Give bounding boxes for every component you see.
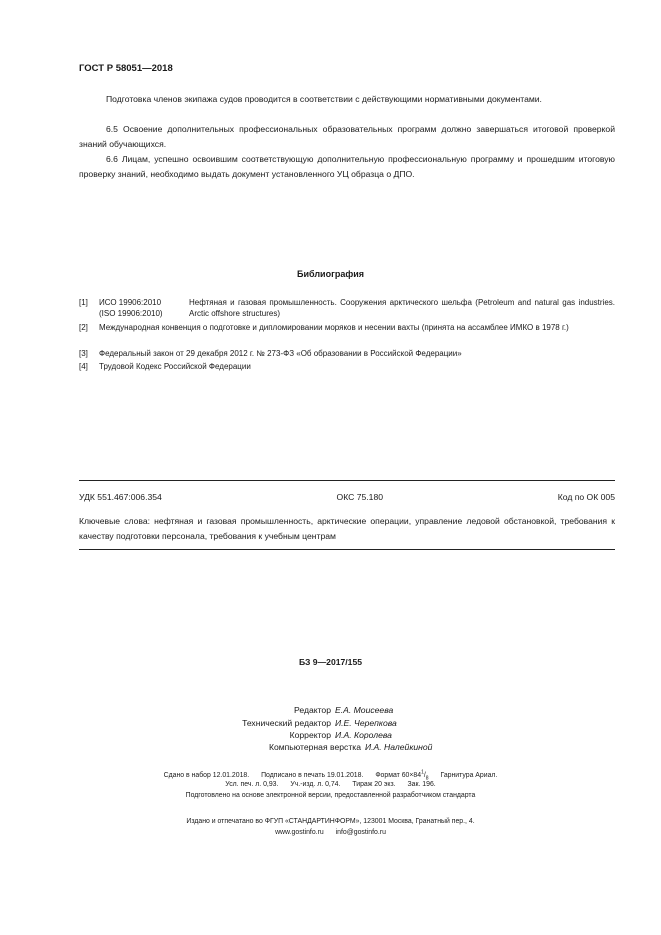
bibliography-title: Библиография	[297, 269, 364, 279]
imprint-signed: Подписано в печать 19.01.2018.	[261, 772, 364, 780]
credit-label: Редактор	[294, 705, 331, 715]
bibliography-iso-code-en: (ISO 19906:2010)	[99, 309, 163, 318]
credit-label: Технический редактор	[242, 718, 331, 728]
bibliography-iso-code: ИСО 19906:2010	[99, 298, 162, 307]
credit-name: И.Е. Черепкова	[335, 718, 397, 728]
credit-name: И.А. Налейкиной	[365, 742, 433, 752]
imprint-contacts	[0, 827, 661, 838]
ok-code: Код по ОК 005	[557, 492, 615, 502]
classification-row	[79, 492, 615, 502]
udk-code: УДК 551.467:006.354	[79, 492, 162, 502]
imprint-order: Зак. 196.	[407, 781, 436, 788]
credit-name: Е.А. Моисеева	[335, 705, 394, 715]
imprint-print-sheets: Усл. печ. л. 0,93.	[225, 781, 279, 788]
imprint-prepared: Подготовлено на основе электронной версии, предоставленной разработчиком стандарта	[185, 792, 476, 799]
bz-number: БЗ 9—2017/155	[298, 657, 363, 667]
imprint-sent: Сдано в набор 12.01.2018.	[163, 772, 250, 780]
credit-name: И.А. Королева	[335, 730, 392, 740]
bibliography-item-text: Нефтяная и газовая промышленность. Сооружения арктического шельфа (Petroleum and natural gas industries. Arctic offshore structures)	[189, 298, 615, 318]
website-link[interactable]: www.gostinfo.ru	[275, 829, 324, 836]
bibliography-item-number: [2]	[79, 323, 88, 332]
paragraph-6-5: 6.5 Освоение дополнительных профессиональных образовательных программ должно завершаться итоговой проверкой знаний обучающихся.	[79, 124, 615, 149]
bibliography-item-text: Международная конвенция о подготовке и дипломировании моряков и несении вахты (принята на ассамблее ИМКО в 1978 г.)	[99, 323, 569, 332]
bibliography-item-4	[79, 361, 615, 372]
imprint-run: Тираж 20 экз.	[352, 781, 396, 788]
bibliography-item-3	[79, 348, 615, 359]
keywords: Ключевые слова: нефтяная и газовая промышленность, арктические операции, управление ледовой обстановкой, требования к качеству подготовки персонала, требования к учебным центрам	[79, 516, 615, 541]
divider-bottom	[79, 549, 615, 550]
bibliography-item-2	[79, 322, 615, 333]
imprint-font: Гарнитура Ариал.	[440, 772, 498, 780]
imprint-line-2	[0, 779, 661, 790]
credit-label: Корректор	[289, 730, 331, 740]
bibliography-item-number: [3]	[79, 349, 88, 358]
oks-code: ОКС 75.180	[336, 492, 384, 502]
imprint-pub-sheets: Уч.-изд. л. 0,74.	[290, 781, 341, 788]
imprint-format: Формат $60\times 84^1/_8$	[375, 770, 429, 782]
bibliography-item-text: Трудовой Кодекс Российской Федерации	[99, 362, 251, 371]
bibliography-item-1	[79, 297, 615, 319]
paragraph-6-6: 6.6 Лицам, успешно освоившим соответствующую дополнительную профессиональную программу и прошедшим итоговую проверку знаний, необходимо выдать документ установленного УЦ образца о ДПО.	[79, 154, 615, 179]
bibliography-item-number: [1]	[79, 298, 88, 307]
email-link[interactable]: info@gostinfo.ru	[335, 829, 386, 836]
bibliography-item-number: [4]	[79, 362, 88, 371]
bibliography-item-text: Федеральный закон от 29 декабря 2012 г. № 273-ФЗ «Об образовании в Российской Федерации»	[99, 349, 462, 358]
document-header: ГОСТ Р 58051—2018	[79, 63, 173, 74]
imprint-publisher: Издано и отпечатано во ФГУП «СТАНДАРТИНФОРМ», 123001 Москва, Гранатный пер., 4.	[186, 818, 475, 825]
paragraph-crew-training: Подготовка членов экипажа судов проводится в соответствии с действующими нормативными документами.	[106, 94, 542, 104]
divider-top	[79, 480, 615, 481]
credit-label: Компьютерная верстка	[268, 742, 361, 752]
